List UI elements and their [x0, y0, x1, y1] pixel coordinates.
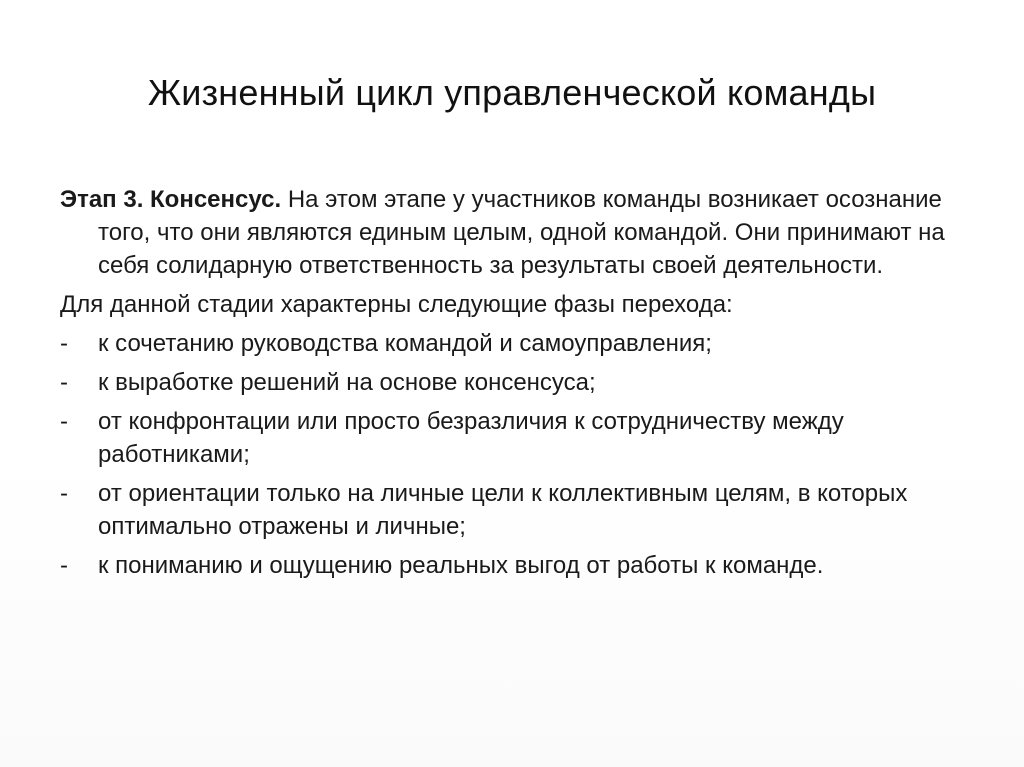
stage-paragraph: [60, 183, 975, 282]
dash-marker: -: [60, 330, 68, 357]
slide-body: [60, 183, 975, 588]
phases-list: [60, 327, 975, 582]
stage-label: Этап 3. Консенсус.: [60, 186, 282, 213]
list-item: [60, 549, 975, 582]
list-item-text: к сочетанию руководства командой и самоуправления;: [98, 330, 712, 357]
list-item-text: к пониманию и ощущению реальных выгод от работы к команде.: [98, 552, 824, 579]
slide-title: Жизненный цикл управленческой команды: [147, 72, 877, 113]
list-item-text: к выработке решений на основе консенсуса;: [98, 369, 596, 396]
dash-marker: -: [60, 408, 68, 435]
list-item-text: от ориентации только на личные цели к коллективным целям, в которых оптимально отражены и личные;: [98, 480, 908, 540]
list-item: [60, 366, 975, 399]
dash-marker: -: [60, 369, 68, 396]
dash-marker: -: [60, 552, 68, 579]
list-item-text: от конфронтации или просто безразличия к сотрудничеству между работниками;: [98, 408, 844, 468]
dash-marker: -: [60, 480, 68, 507]
list-item: [60, 477, 975, 543]
list-item: [60, 405, 975, 471]
list-item: [60, 327, 975, 360]
stage-text: На этом этапе у участников команды возникает осознание того, что они являются единым целым, одной командой. Они принимают на себя солидарную ответственность за результаты своей деятельности.: [98, 186, 945, 279]
phases-intro: Для данной стадии характерны следующие фазы перехода:: [60, 291, 733, 318]
